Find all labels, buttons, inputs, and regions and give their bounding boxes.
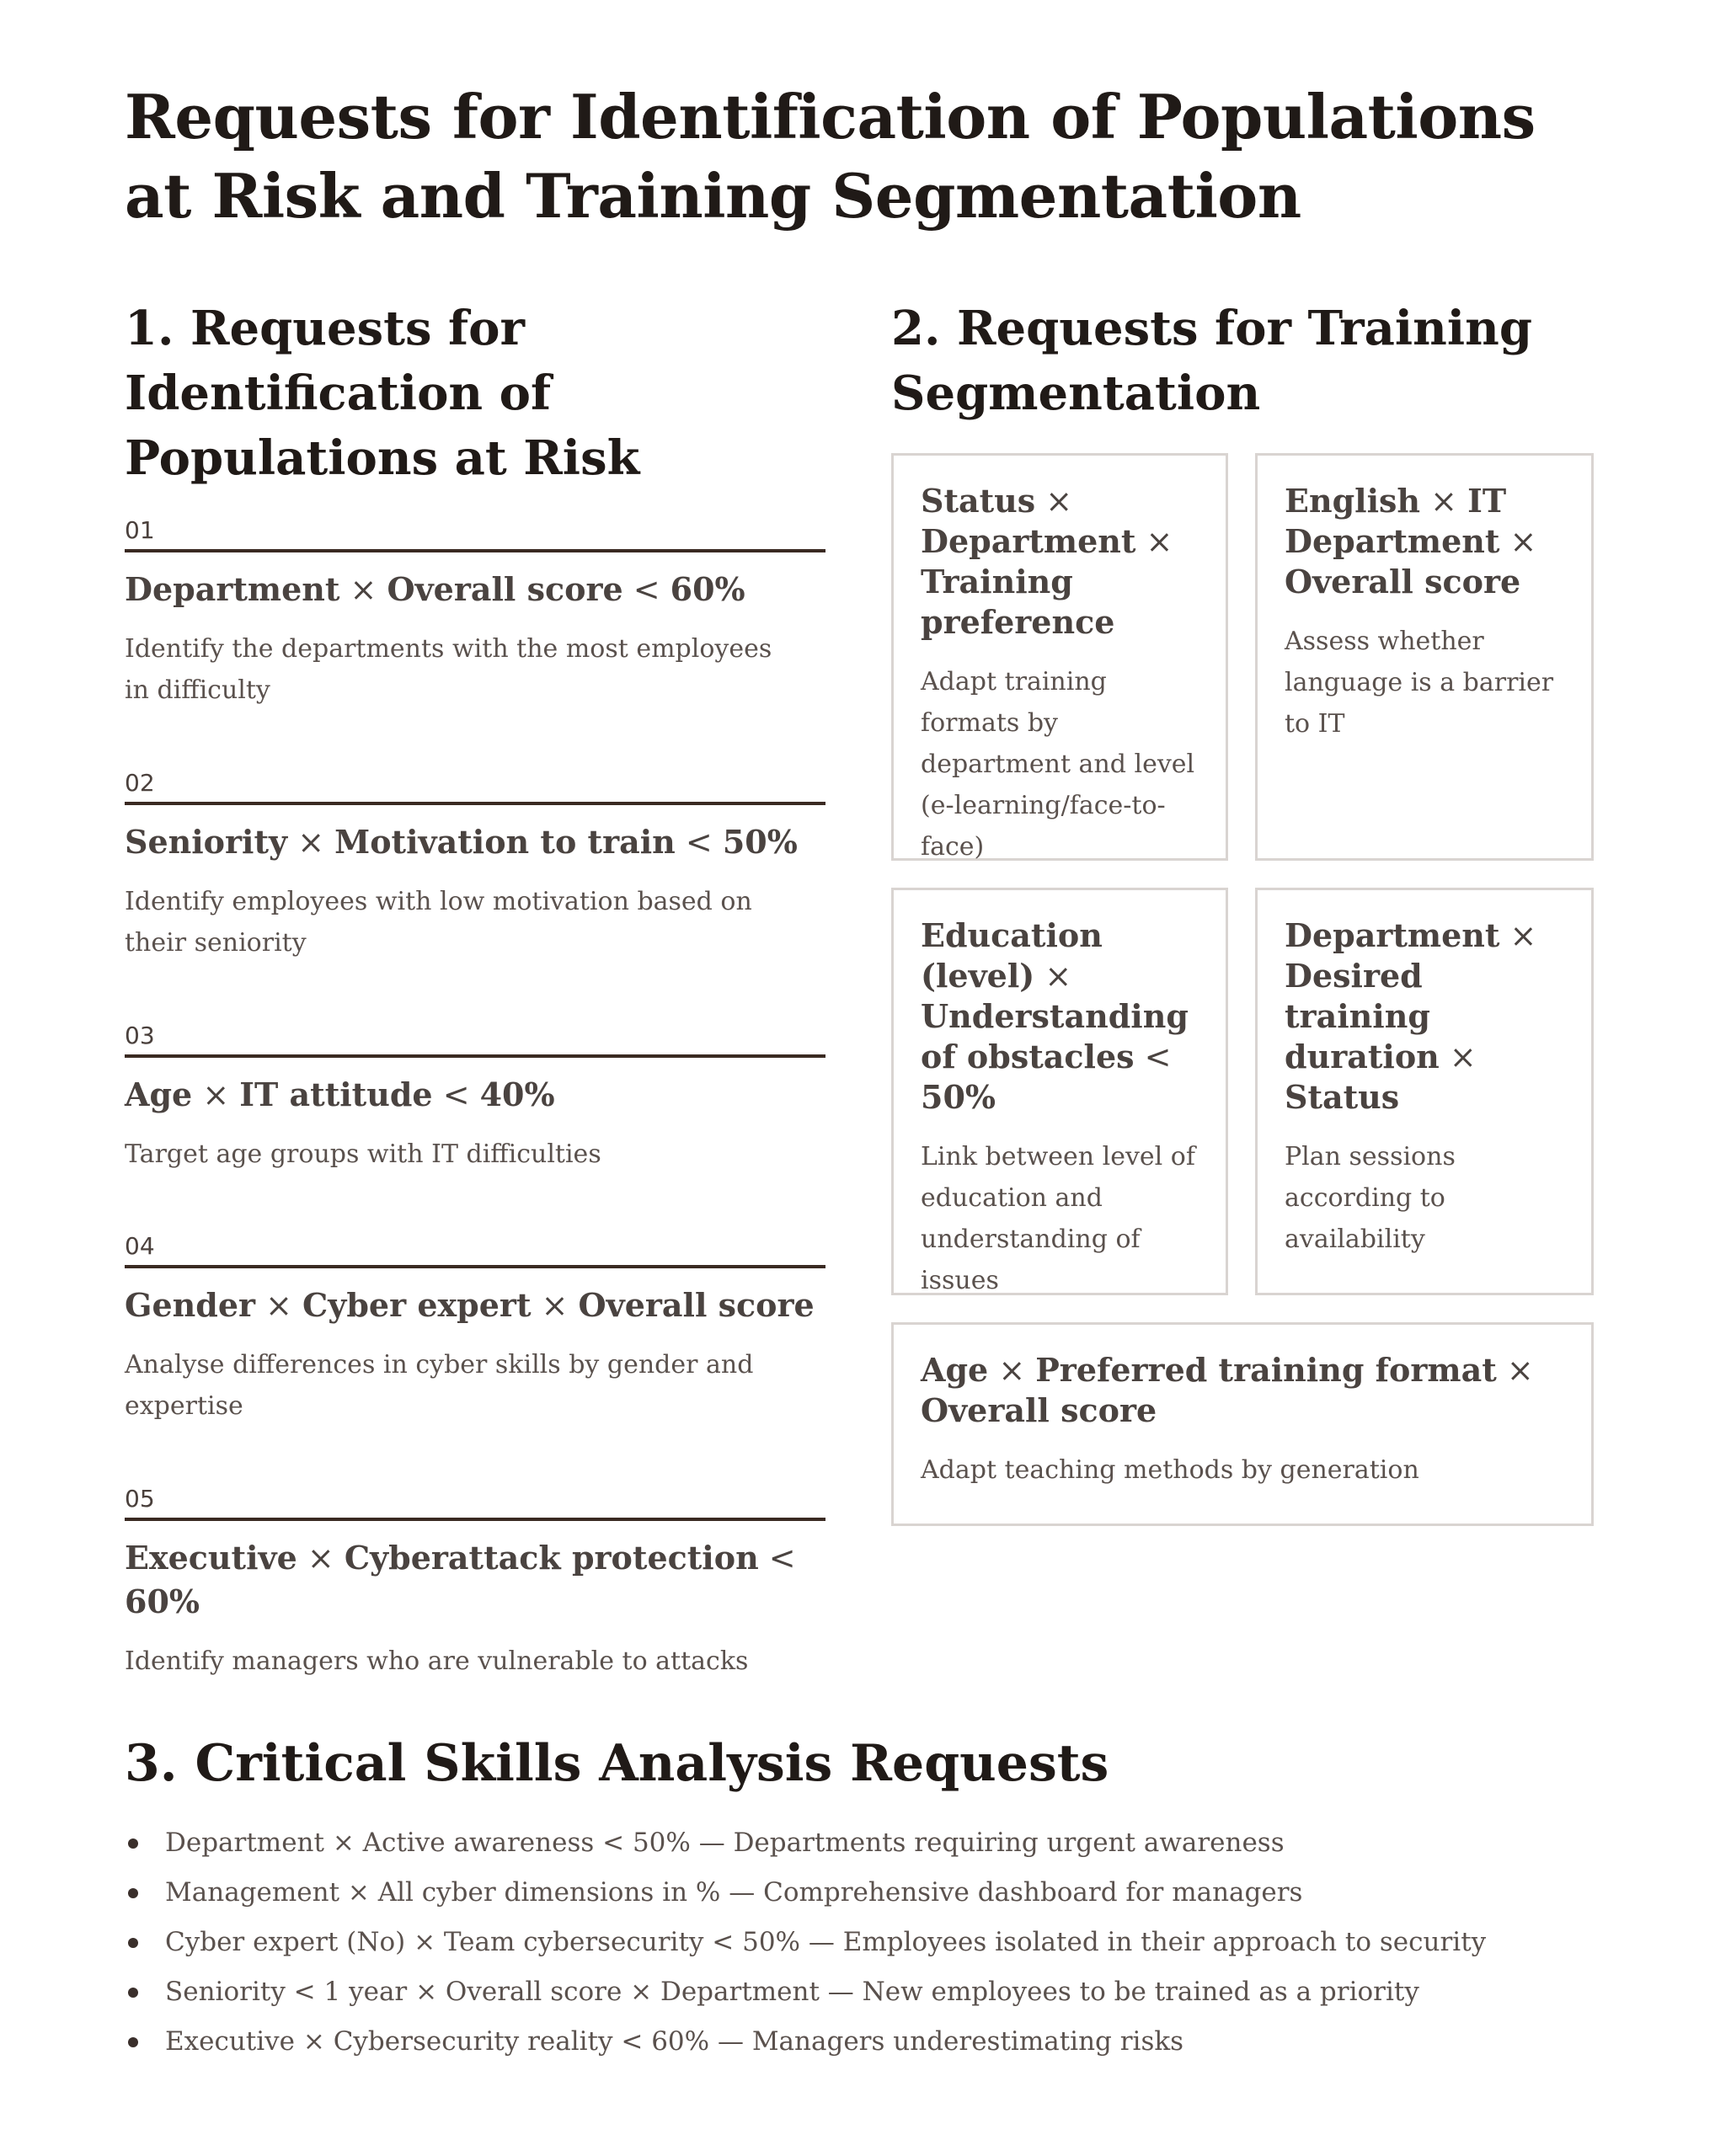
card-title: English × IT Department × Overall score [1285,482,1537,600]
card-title: Education (level) × Understanding of obstacles < 50% [921,916,1189,1116]
divider [125,1265,825,1268]
card-title: Status × Department × Training preference [921,482,1173,641]
request-item [125,1022,825,1233]
request-description: Identify the departments with the most employees in difficulty [125,634,772,705]
bullet-dot-icon [128,1838,138,1849]
request-description: Identify managers who are vulnerable to attacks [125,1646,749,1676]
request-title: Age × IT attitude < 40% [125,1075,555,1113]
segmentation-card [891,1322,1594,1526]
section-populations-at-risk [125,296,825,1676]
request-title: Seniority × Motivation to train < 50% [125,823,798,861]
section-2-heading: 2. Requests for Training Segmentation [891,301,1533,421]
request-item [125,1486,825,1696]
request-number: 05 [125,1485,155,1513]
section-3-heading: 3. Critical Skills Analysis Requests [125,1734,1109,1793]
request-item [125,517,825,770]
section-training-segmentation [891,296,1594,1485]
card-description: Adapt teaching methods by generation [921,1455,1419,1485]
card-description: Assess whether language is a barrier to IT [1285,627,1554,739]
card-description: Plan sessions according to availability [1285,1142,1456,1254]
segmentation-card [891,888,1228,1295]
request-title: Gender × Cyber expert × Overall score [125,1286,815,1324]
divider [125,1518,825,1521]
list-item: Executive × Cybersecurity reality < 60% — Managers underestimating risks [125,2017,1594,2067]
list-item: Seniority < 1 year × Overall score × Department — New employees to be trained as a priority [125,1967,1594,2017]
divider [125,549,825,552]
divider [125,802,825,805]
card-description: Link between level of education and understanding of issues [921,1142,1195,1295]
request-list [125,517,825,1696]
request-number: 03 [125,1022,155,1049]
card-description: Adapt training formats by department and level (e-learning/face-to-face) [921,667,1195,862]
bullet-dot-icon [128,1988,138,1998]
list-item: Management × All cyber dimensions in % — Comprehensive dashboard for managers [125,1868,1594,1918]
request-title: Executive × Cyberattack protection < 60% [125,1539,796,1620]
request-number: 04 [125,1232,155,1260]
request-number: 02 [125,769,155,797]
divider [125,1054,825,1058]
critical-skills-list [125,1818,1594,2067]
section-1-heading: 1. Requests for Identification of Populations at Risk [125,301,640,486]
request-description: Target age groups with IT difficulties [125,1139,601,1169]
card-title: Department × Desired training duration × Status [1285,916,1537,1116]
segmentation-card [1255,888,1594,1295]
segmentation-card [1255,453,1594,861]
request-title: Department × Overall score < 60% [125,570,745,608]
segmentation-card [891,453,1228,861]
bullet-dot-icon [128,1938,138,1948]
list-item: Cyber expert (No) × Team cybersecurity < 50% — Employees isolated in their approach to security [125,1918,1594,1967]
request-description: Identify employees with low motivation based on their seniority [125,887,752,958]
section-critical-skills [125,1732,1594,2067]
bullet-dot-icon [128,2037,138,2047]
card-title: Age × Preferred training format × Overall score [921,1351,1534,1429]
list-item: Department × Active awareness < 50% — Departments requiring urgent awareness [125,1818,1594,1868]
bullet-dot-icon [128,1888,138,1898]
request-description: Analyse differences in cyber skills by gender and expertise [125,1350,754,1421]
request-item [125,770,825,1022]
page-title: Requests for Identification of Populations at Risk and Training Segmentation [125,81,1536,232]
request-item [125,1233,825,1486]
request-number: 01 [125,516,155,544]
